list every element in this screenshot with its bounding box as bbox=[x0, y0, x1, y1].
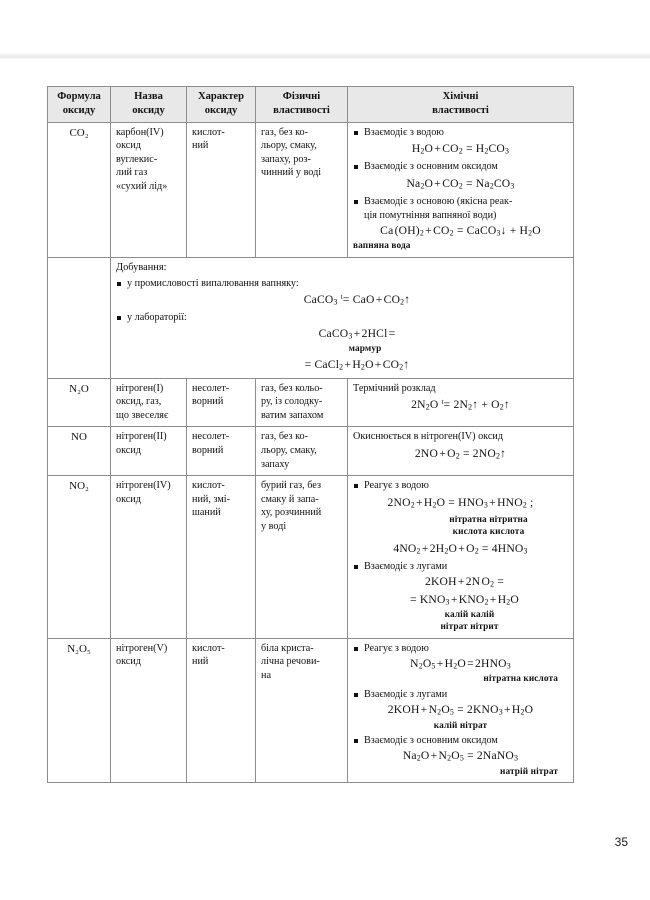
formula-n2o: N₂O bbox=[69, 382, 89, 395]
bullet-item bbox=[353, 734, 568, 748]
bullet-text: Взаємодіє з основним оксидом bbox=[364, 161, 498, 173]
bullet-item bbox=[116, 311, 568, 325]
column-header-character-line2: оксиду bbox=[204, 104, 238, 116]
cell-character-n2o5 bbox=[187, 638, 256, 782]
cell-physical-no2 bbox=[256, 476, 348, 638]
bullet-item bbox=[353, 126, 568, 140]
equation-caption-marble: мармур bbox=[348, 344, 382, 355]
table-row-n2o5 bbox=[48, 638, 574, 782]
physical-line: ру, із солодку- bbox=[261, 396, 323, 408]
table-header-row bbox=[48, 87, 574, 123]
equation-no2-alkali: 2KOH + 2N $O_2$ = bbox=[424, 575, 505, 590]
cell-name-no bbox=[111, 427, 187, 476]
cell-character-n2o bbox=[187, 378, 256, 427]
cell-formula-n2o bbox=[48, 378, 111, 427]
cell-chemical-co2 bbox=[348, 122, 574, 257]
character-line: ний bbox=[192, 656, 209, 668]
cell-character-no bbox=[187, 427, 256, 476]
column-header-formula-line2: оксиду bbox=[62, 104, 96, 116]
physical-line: газ, без ко- bbox=[261, 431, 309, 443]
equation-n2o5-basic-oxide: $Na_2O$ + $N_2O_5$ = 2NaNO$_3$ bbox=[402, 749, 519, 764]
physical-line: чинний у воді bbox=[261, 167, 322, 179]
physical-line: смаку й запа- bbox=[261, 493, 319, 505]
character-line: ворний bbox=[192, 445, 224, 457]
character-line: ний, змі- bbox=[192, 493, 230, 505]
cell-character-no2 bbox=[187, 476, 256, 638]
physical-line: запаху bbox=[261, 458, 290, 470]
physical-line: ватим запахом bbox=[261, 409, 324, 421]
formula-no: NO bbox=[71, 431, 87, 444]
bullet-text: Взаємодіє з лугами bbox=[364, 688, 448, 700]
equation-co2-basic-oxide: $Na_2O$ + $CO_2 = Na_2CO_3$ bbox=[406, 176, 515, 191]
column-header-name-line2: оксиду bbox=[132, 104, 165, 116]
production-title: Добування: bbox=[116, 261, 167, 273]
equation-caption-potassium-nitrate: калій нітрат bbox=[433, 720, 488, 731]
cell-physical-co2 bbox=[256, 122, 348, 257]
physical-line: бурий газ, без bbox=[261, 480, 321, 492]
column-header-formula-line1: Формула bbox=[57, 91, 101, 102]
name-line: оксид bbox=[116, 493, 141, 505]
cell-formula-n2o5 bbox=[48, 638, 111, 782]
physical-line: біла криста- bbox=[261, 642, 314, 654]
cell-name-n2o5 bbox=[111, 638, 187, 782]
bullet-item bbox=[116, 277, 568, 291]
cell-physical-n2o5 bbox=[256, 638, 348, 782]
scan-artifact-band bbox=[0, 52, 650, 59]
character-line: кислот- bbox=[192, 126, 225, 138]
cell-character-co2 bbox=[187, 122, 256, 257]
column-header-physical bbox=[256, 87, 348, 123]
cell-name-no2 bbox=[111, 476, 187, 638]
table-row-no bbox=[48, 427, 574, 476]
bullet-item bbox=[353, 688, 568, 702]
cell-formula-production-empty bbox=[48, 257, 111, 378]
physical-line: лічна речови- bbox=[261, 656, 320, 668]
name-line: оксид bbox=[116, 445, 141, 457]
character-line: кислот- bbox=[192, 642, 225, 654]
physical-line: льору, смаку, bbox=[261, 140, 317, 152]
equation-n2o5-alkali: 2KOH + $N_2O_5 = 2KNO_3$ + $H_2O$ bbox=[387, 703, 534, 718]
cell-name-co2 bbox=[111, 122, 187, 257]
equation-caption-limewater: вапняна вода bbox=[353, 241, 411, 252]
name-line: нітроген(V) bbox=[116, 642, 168, 654]
bullet-text: у лабораторії: bbox=[127, 312, 187, 324]
bullet-item bbox=[353, 479, 568, 493]
equation-limestone-calcination: CaCO$_3$ $^t$= CaO + $CO_2↑$ bbox=[303, 293, 411, 307]
equation-co2-base: Ca $(OH)_2$ + $CO_2$ = CaCO$_3$↓ + $H_2O$ bbox=[380, 224, 541, 238]
column-header-physical-line1: Фізичні bbox=[282, 91, 321, 102]
table-row-co2 bbox=[48, 122, 574, 257]
formula-no2: NO₂ bbox=[69, 480, 89, 493]
bullet-item bbox=[353, 160, 568, 174]
equation-marble-hcl: CaCO$_3$ + 2HCl = bbox=[318, 326, 396, 341]
bullet-text: Взаємодіє з водою bbox=[364, 126, 444, 138]
character-line: ворний bbox=[192, 396, 224, 408]
equation-caption-acids-names: нітратна нітритна bbox=[449, 514, 528, 525]
bullet-text: Реагує з водою bbox=[364, 642, 429, 654]
table-row-no2 bbox=[48, 476, 574, 638]
bullet-item bbox=[353, 560, 568, 574]
physical-line: запаху, роз- bbox=[261, 153, 311, 165]
equation-no2-water-oxygen: $4NO_2$ + $2H_2O$ + $O_2 = 4HNO_3$ bbox=[393, 541, 528, 556]
table-row-production bbox=[48, 257, 574, 378]
equation-caption-sodium-nitrate: натрій нітрат bbox=[500, 766, 558, 777]
cell-formula-co2 bbox=[48, 122, 111, 257]
name-line: що звеселяє bbox=[116, 409, 169, 421]
column-header-character bbox=[187, 87, 256, 123]
column-header-chemical-line1: Хімічні bbox=[442, 91, 479, 102]
character-line: кислот- bbox=[192, 480, 225, 492]
name-line: оксид, газ, bbox=[116, 396, 162, 408]
column-header-chemical bbox=[348, 87, 574, 123]
cell-physical-n2o bbox=[256, 378, 348, 427]
equation-no2-alkali-products: = $KNO_3$ + $KNO_2$ + $H_2O$ bbox=[409, 592, 519, 607]
equation-no2-water: $2NO_2$ + $H_2O = HNO_3$ + $HNO_2$ ; bbox=[387, 495, 534, 510]
equation-marble-hcl-products: = CaCl$_2$ + $H_2O$ + $CO_2↑$ bbox=[304, 357, 410, 372]
bullet-text: Взаємодіє з лугами bbox=[364, 560, 448, 572]
character-line: ний bbox=[192, 140, 209, 152]
column-header-character-line1: Характер bbox=[197, 91, 245, 102]
name-line: лий газ bbox=[116, 167, 148, 179]
cell-chemical-n2o bbox=[348, 378, 574, 427]
equation-co2-water: $H_2O$ + $CO_2 = H_2CO_3$ bbox=[411, 142, 510, 156]
character-line: несолет- bbox=[192, 382, 230, 394]
formula-co2: CO₂ bbox=[69, 126, 89, 139]
bullet-text: Реагує з водою bbox=[364, 480, 429, 492]
equation-caption-nitric-acid: нітратна кислота bbox=[483, 674, 558, 685]
column-header-name bbox=[111, 87, 187, 123]
bullet-text: Взаємодіє з основою (якісна реак- bbox=[364, 196, 513, 208]
equation-caption-acids-word: кислота кислота bbox=[452, 527, 525, 538]
name-line: нітроген(I) bbox=[116, 382, 164, 394]
formula-n2o5: N₂O₅ bbox=[67, 642, 91, 655]
page-number: 35 bbox=[614, 835, 628, 849]
name-line: «сухий лід» bbox=[116, 180, 168, 192]
character-line: несолет- bbox=[192, 431, 230, 443]
equation-caption-potassium-line1: калій калій bbox=[444, 609, 495, 620]
cell-chemical-n2o5 bbox=[348, 638, 574, 782]
column-header-name-line1: Назва bbox=[134, 91, 163, 102]
table-header bbox=[48, 87, 574, 123]
equation-n2o5-water: $N_2O_5$ + $H_2O$ = $2HNO_3$ bbox=[410, 657, 511, 671]
cell-formula-no bbox=[48, 427, 111, 476]
column-header-physical-line2: властивості bbox=[273, 104, 330, 116]
character-line: шаний bbox=[192, 507, 221, 519]
bullet-item bbox=[353, 195, 568, 222]
name-line: нітроген(II) bbox=[116, 431, 167, 443]
oxide-properties-table bbox=[47, 86, 574, 783]
name-line: нітроген(IV) bbox=[116, 480, 171, 492]
equation-no-oxidation: 2NO + $O_2$ = $2NO_2↑$ bbox=[414, 447, 507, 461]
physical-line: льору, смаку, bbox=[261, 445, 317, 457]
physical-line: газ, без ко- bbox=[261, 126, 309, 138]
cell-formula-no2 bbox=[48, 476, 111, 638]
cell-production-co2 bbox=[111, 257, 574, 378]
physical-line: у воді bbox=[261, 520, 287, 532]
chemical-label: Термічний розклад bbox=[353, 382, 436, 394]
name-line: вуглекис- bbox=[116, 153, 158, 165]
physical-line: ху, розчинний bbox=[261, 507, 322, 519]
cell-name-n2o bbox=[111, 378, 187, 427]
equation-n2o-decomposition: $2N_2O$ $^t= 2N_2↑$ + $O_2↑$ bbox=[411, 398, 510, 413]
bullet-text: у промисловості випалювання вапняку: bbox=[127, 277, 299, 289]
physical-line: газ, без кольо- bbox=[261, 382, 323, 394]
cell-chemical-no bbox=[348, 427, 574, 476]
name-line: оксид bbox=[116, 656, 141, 668]
name-line: оксид bbox=[116, 140, 141, 152]
bullet-item bbox=[353, 642, 568, 656]
physical-line: на bbox=[261, 669, 271, 681]
chemical-label: Окиснюється в нітроген(IV) оксид bbox=[353, 431, 504, 443]
column-header-formula bbox=[48, 87, 111, 123]
cell-chemical-no2 bbox=[348, 476, 574, 638]
column-header-chemical-line2: властивості bbox=[432, 104, 489, 116]
table-row-n2o bbox=[48, 378, 574, 427]
cell-physical-no bbox=[256, 427, 348, 476]
equation-caption-potassium-line2: нітрат нітрит bbox=[440, 622, 499, 633]
name-line: карбон(IV) bbox=[116, 126, 164, 138]
bullet-text: Взаємодіє з основним оксидом bbox=[364, 734, 498, 746]
bullet-text: ція помутніння вапняної води) bbox=[364, 209, 497, 221]
